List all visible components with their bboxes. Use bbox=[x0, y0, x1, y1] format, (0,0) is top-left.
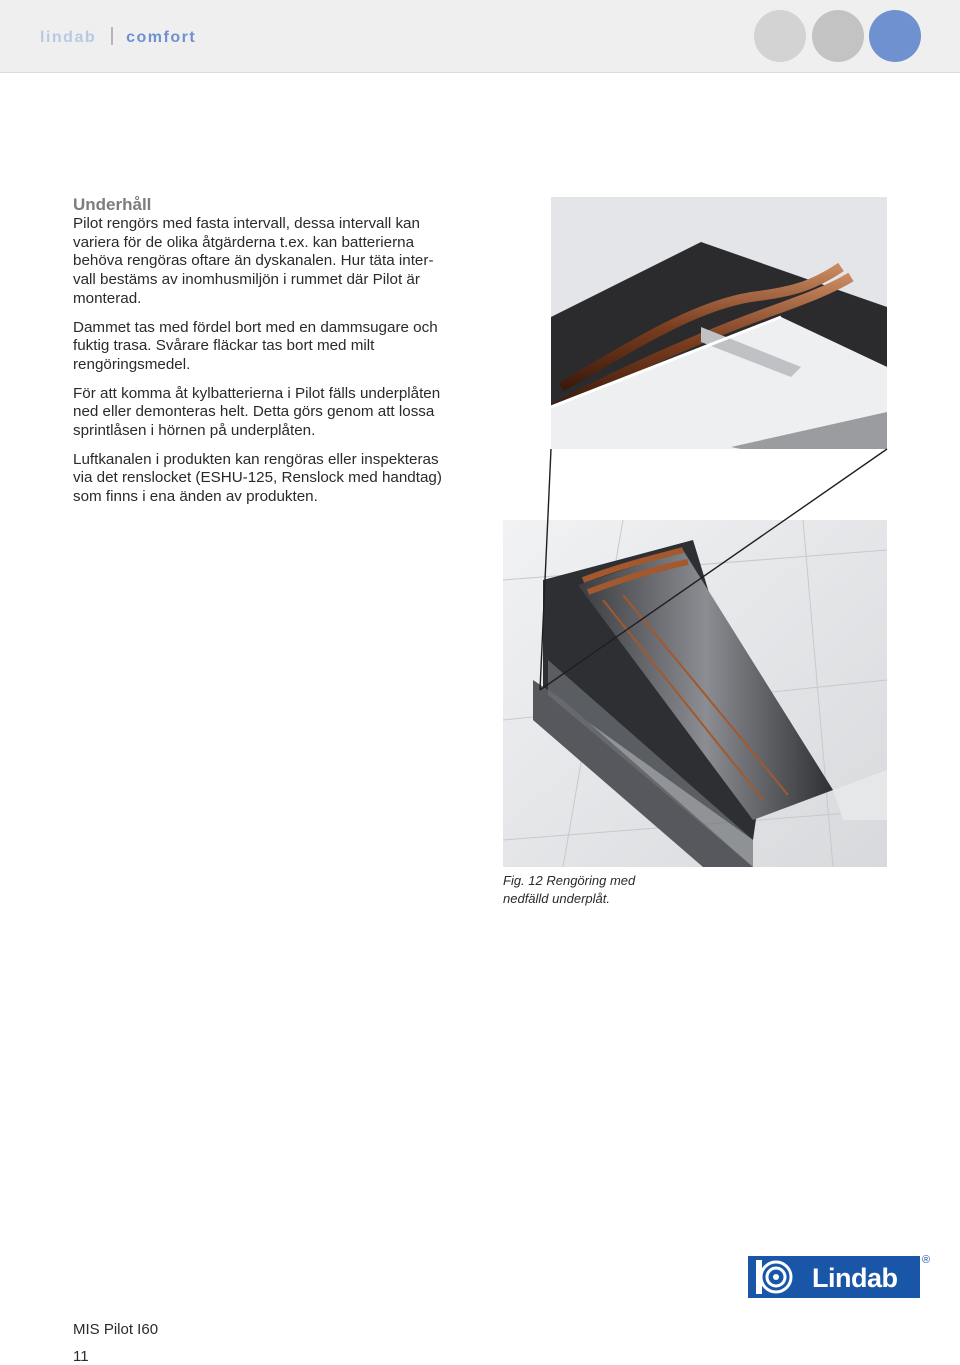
decor-circle-2 bbox=[812, 10, 864, 62]
brand-comfort: comfort bbox=[126, 29, 197, 46]
decor-circle-3 bbox=[869, 10, 921, 62]
page-number: 11 bbox=[73, 1348, 89, 1365]
page-header bbox=[0, 0, 960, 73]
paragraph-coils: För att komma åt kylbatterierna i Pilot fälls underplåten ned eller demonteras helt. Detta görs genom att lossa sprintlåsen i hörnen på underplåten. bbox=[73, 384, 441, 440]
overview-photo bbox=[503, 520, 887, 867]
caption-line-2: nedfälld underplåt. bbox=[503, 891, 610, 906]
svg-text:Lindab: Lindab bbox=[812, 1263, 898, 1293]
section-heading: Underhåll bbox=[73, 195, 152, 214]
paragraph-intervals: Pilot rengörs med fasta intervall, dessa intervall kan variera för de olika åtgärderna t.ex. kan batterierna behöva rengöras oftare än dyskanalen. Hur täta inter-vall bestäms av inomhusmiljön i rummet där Pilot är monterad. bbox=[73, 215, 434, 307]
brand-divider bbox=[111, 27, 113, 45]
brand-lindab: lindab bbox=[40, 29, 97, 46]
paragraph-dust: Dammet tas med fördel bort med en dammsugare och fuktig trasa. Svårare fläckar tas bort med milt rengöringsmedel. bbox=[73, 318, 438, 373]
paragraph-duct: Luftkanalen i produkten kan rengöras eller inspekteras via det renslocket (ESHU-125, Renslock med handtag) som finns i ena änden av produkten. bbox=[73, 450, 442, 506]
document-name: MIS Pilot I60 bbox=[73, 1321, 159, 1338]
decor-circle-1 bbox=[754, 10, 806, 62]
lindab-logo bbox=[748, 1256, 920, 1298]
header-brand bbox=[40, 27, 196, 47]
caption-line-1: Fig. 12 Rengöring med bbox=[503, 873, 636, 888]
registered-mark: ® bbox=[922, 1254, 931, 1266]
figure-caption bbox=[503, 872, 635, 908]
maintenance-section bbox=[73, 195, 453, 517]
detail-photo bbox=[551, 197, 887, 449]
